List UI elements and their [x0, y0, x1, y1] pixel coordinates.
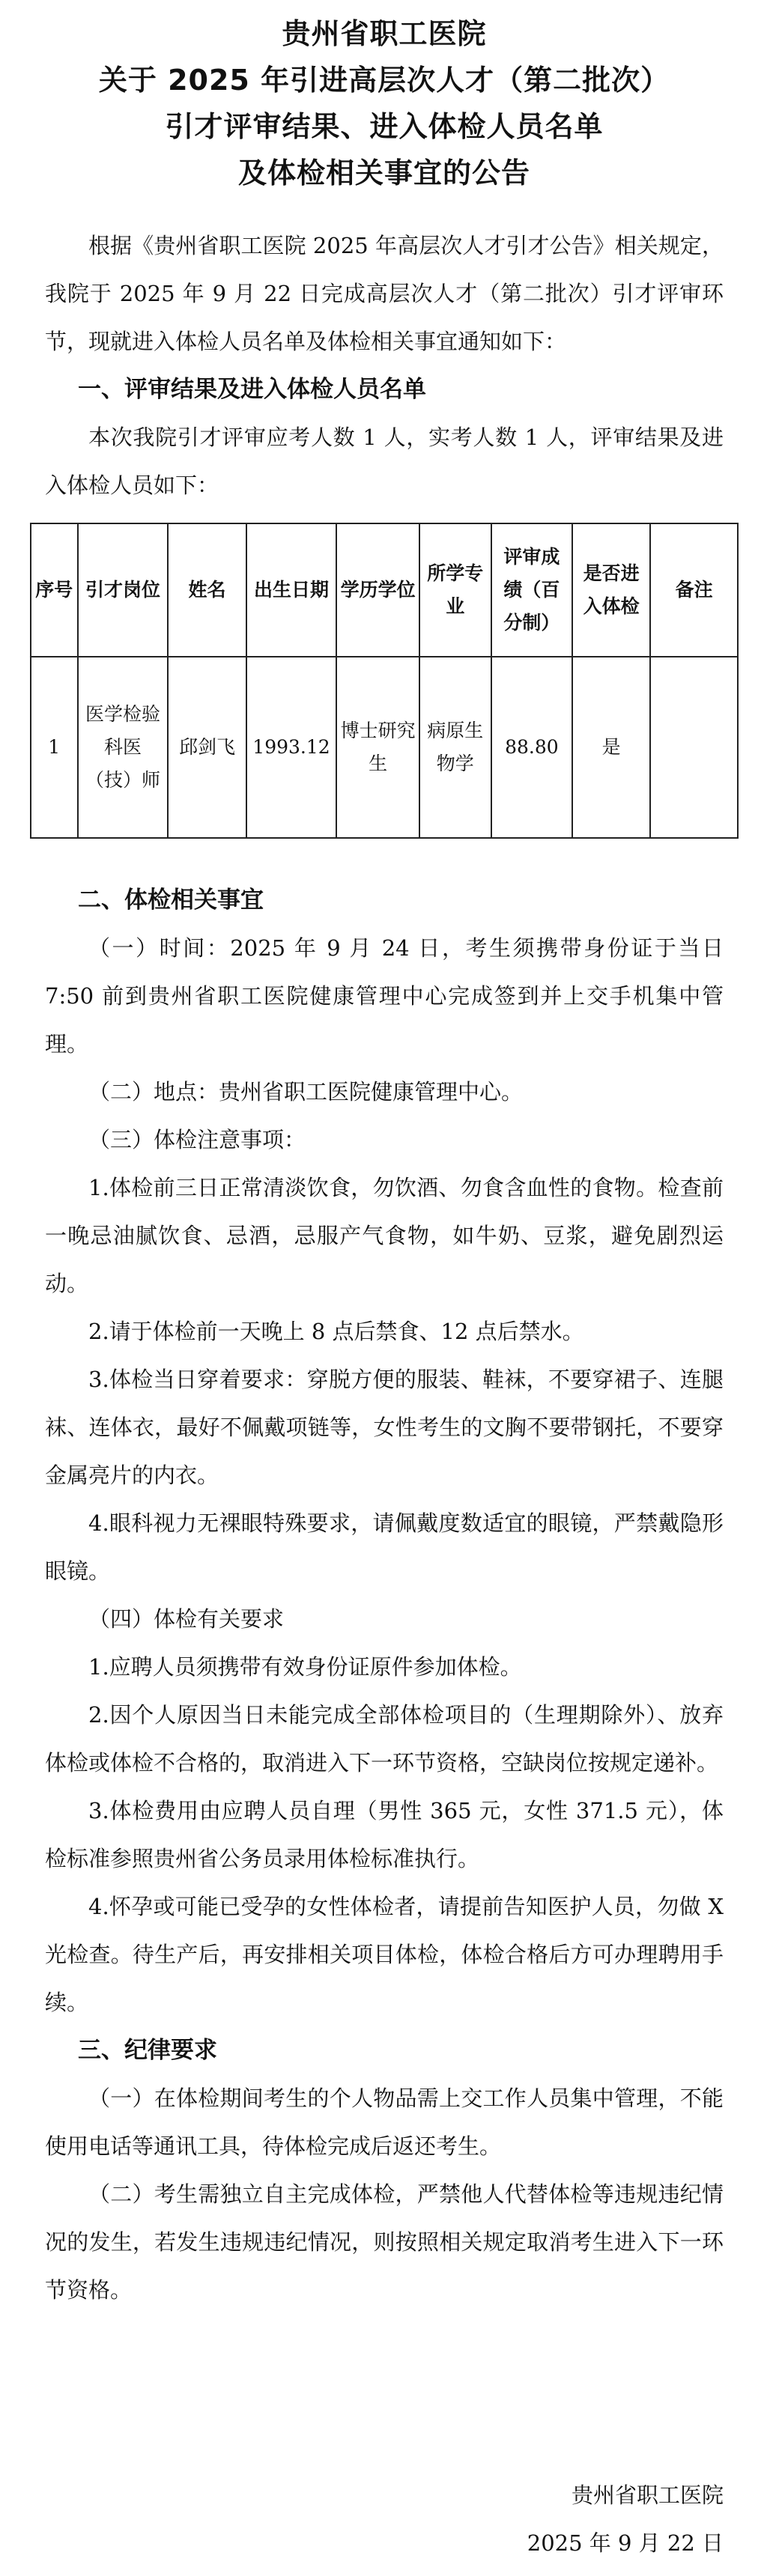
result-table — [30, 523, 739, 839]
section-2-requirement-2: 2.因个人原因当日未能完成全部体检项目的（生理期除外）、放弃体检或体检不合格的，取消进入下一环节资格，空缺岗位按规定递补。 — [45, 1702, 724, 1775]
section-2-note-3: 3.体检当日穿着要求：穿脱方便的服装、鞋袜，不要穿裙子、连腿袜、连体衣，最好不佩戴项链等，女性考生的文胸不要带钢托，不要穿金属亮片的内衣。 — [45, 1367, 724, 1488]
section-2-note-4: 4.眼科视力无裸眼特殊要求，请佩戴度数适宜的眼镜，严禁戴隐形眼镜。 — [45, 1510, 724, 1584]
section-2-requirement-3: 3.体检费用由应聘人员自理（男性 365 元，女性 371.5 元），体检标准参照贵州省公务员录用体检标准执行。 — [45, 1798, 724, 1871]
section-2-note-1: 1.体检前三日正常清淡饮食，勿饮酒、勿食含血性的食物。检查前一晚忌油腻饮食、忌酒，忌服产气食物，如牛奶、豆浆，避免剧烈运动。 — [45, 1175, 724, 1296]
signature-block — [527, 2471, 724, 2567]
section-2-requirement-4: 4.怀孕或可能已受孕的女性体检者，请提前告知医护人员，勿做 X 光检查。待生产后，再安排相关项目体检，体检合格后方可办理聘用手续。 — [45, 1894, 724, 2015]
section-2-time: （一）时间：2025 年 9 月 24 日，考生须携带身份证于当日 7:50 前到贵州省职工医院健康管理中心完成签到并上交手机集中管理。 — [45, 935, 724, 1057]
cell-score: 88.80 — [491, 657, 572, 838]
section-3-rule-1: （一）在体检期间考生的个人物品需上交工作人员集中管理，不能使用电话等通讯工具，待体检完成后返还考生。 — [45, 2086, 724, 2159]
page-title — [45, 0, 724, 196]
title-line-2: 关于 2025 年引进高层次人才（第二批次） — [98, 64, 670, 97]
cell-degree: 博士研究生 — [336, 657, 419, 838]
section-2-location: （二）地点：贵州省职工医院健康管理中心。 — [88, 1079, 524, 1105]
table-row — [31, 657, 738, 838]
table-header-row — [31, 523, 738, 657]
header-name: 姓名 — [168, 523, 246, 657]
header-degree: 学历学位 — [336, 523, 419, 657]
header-score: 评审成绩（百分制） — [491, 523, 572, 657]
cell-birth: 1993.12 — [246, 657, 337, 838]
result-table-wrapper — [30, 523, 724, 839]
cell-position: 医学检验科医（技）师 — [78, 657, 169, 838]
cell-remark — [650, 657, 738, 838]
cell-seq: 1 — [31, 657, 78, 838]
signature-date: 2025 年 9 月 22 日 — [527, 2530, 724, 2556]
section-3-heading: 三、纪律要求 — [78, 2037, 217, 2064]
section-2-notes-title: （三）体检注意事项： — [88, 1127, 306, 1152]
title-line-1: 贵州省职工医院 — [282, 17, 487, 50]
header-remark: 备注 — [650, 523, 738, 657]
header-birth: 出生日期 — [246, 523, 337, 657]
header-exam: 是否进入体检 — [572, 523, 650, 657]
section-1-text: 本次我院引才评审应考人数 1 人，实考人数 1 人，评审结果及进入体检人员如下： — [45, 425, 724, 498]
header-major: 所学专业 — [419, 523, 491, 657]
section-2-heading: 二、体检相关事宜 — [78, 887, 264, 914]
header-seq: 序号 — [31, 523, 78, 657]
section-3-rule-2: （二）考生需独立自主完成体检，严禁他人代替体检等违规违纪情况的发生，若发生违规违纪情况，则按照相关规定取消考生进入下一环节资格。 — [45, 2181, 724, 2303]
cell-name: 邱剑飞 — [168, 657, 246, 838]
header-position: 引才岗位 — [78, 523, 169, 657]
section-1-heading: 一、评审结果及进入体检人员名单 — [78, 376, 426, 403]
section-2-requirements-title: （四）体检有关要求 — [88, 1606, 285, 1632]
section-2-note-2: 2.请于体检前一天晚上 8 点后禁食、12 点后禁水。 — [88, 1319, 584, 1344]
intro-paragraph: 根据《贵州省职工医院 2025 年高层次人才引才公告》相关规定，我院于 2025 年 9 月 22 日完成高层次人才（第二批次）引才评审环节，现就进入体检人员名单及体检相关事宜通知如下： — [45, 233, 724, 354]
section-2-requirement-1: 1.应聘人员须携带有效身份证原件参加体检。 — [88, 1654, 522, 1680]
cell-exam: 是 — [572, 657, 650, 838]
signature-org: 贵州省职工医院 — [571, 2482, 724, 2508]
cell-major: 病原生物学 — [419, 657, 491, 838]
title-line-3: 引才评审结果、进入体检人员名单 — [165, 110, 604, 143]
title-line-4: 及体检相关事宜的公告 — [237, 157, 530, 189]
